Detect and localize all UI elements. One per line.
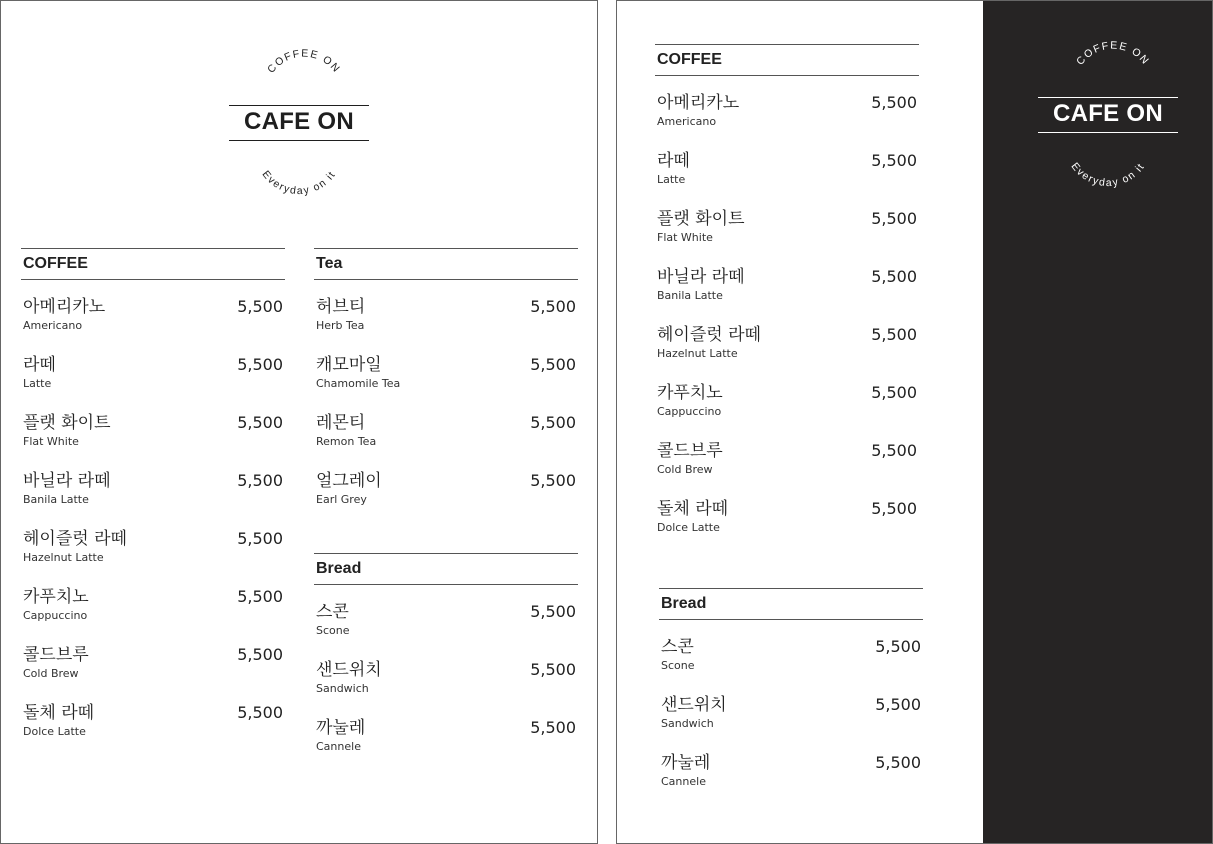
section-coffee xyxy=(655,44,919,556)
item-price: 5,500 xyxy=(530,602,576,621)
menu-item xyxy=(655,266,919,324)
item-name-en: Dolce Latte xyxy=(657,521,720,534)
item-price: 5,500 xyxy=(237,703,283,722)
item-name-en: Banila Latte xyxy=(23,493,89,506)
logo-arc-bottom: Everyday on it xyxy=(259,168,339,198)
item-name-ko: 레몬티 xyxy=(316,413,366,433)
section-title: Tea xyxy=(314,248,578,280)
item-name-ko: 까눌레 xyxy=(661,753,711,773)
logo-rule-top xyxy=(229,105,369,106)
item-price: 5,500 xyxy=(530,297,576,316)
menu-item xyxy=(21,470,285,528)
item-name-ko: 카푸치노 xyxy=(23,587,89,607)
section-title: Bread xyxy=(659,588,923,620)
section-coffee xyxy=(21,248,285,760)
item-name-ko: 카푸치노 xyxy=(657,383,723,403)
item-price: 5,500 xyxy=(530,355,576,374)
item-name-ko: 바닐라 라떼 xyxy=(657,267,745,287)
item-name-ko: 아메리카노 xyxy=(23,297,106,317)
item-name-ko: 스콘 xyxy=(316,602,349,622)
item-name-en: Hazelnut Latte xyxy=(657,347,738,360)
item-name-ko: 콜드브루 xyxy=(23,645,89,665)
item-name-en: Americano xyxy=(23,319,83,332)
section-title: COFFEE xyxy=(21,248,285,280)
item-name-ko: 스콘 xyxy=(661,637,694,657)
item-price: 5,500 xyxy=(871,209,917,228)
item-price: 5,500 xyxy=(530,471,576,490)
menu-item xyxy=(659,636,923,694)
item-name-en: Scone xyxy=(316,624,350,637)
menu-item xyxy=(21,528,285,586)
menu-item xyxy=(659,694,923,752)
item-price: 5,500 xyxy=(871,93,917,112)
menu-item xyxy=(655,498,919,556)
cafe-logo xyxy=(229,47,369,198)
menu-item xyxy=(21,296,285,354)
item-name-en: Cappuccino xyxy=(23,609,88,622)
item-price: 5,500 xyxy=(237,355,283,374)
menu-item xyxy=(21,644,285,702)
item-name-en: Flat White xyxy=(23,435,79,448)
section-bread xyxy=(314,553,578,775)
item-name-en: Chamomile Tea xyxy=(316,377,401,390)
menu-item xyxy=(655,208,919,266)
item-name-ko: 아메리카노 xyxy=(657,93,740,113)
item-name-en: Cannele xyxy=(661,775,706,788)
item-name-en: Flat White xyxy=(657,231,713,244)
item-name-en: Cappuccino xyxy=(657,405,722,418)
logo-arc-bottom: Everyday on it xyxy=(1068,160,1148,190)
menu-item xyxy=(21,586,285,644)
menu-item xyxy=(655,92,919,150)
item-name-ko: 까눌레 xyxy=(316,718,366,738)
item-name-ko: 라떼 xyxy=(23,355,56,375)
section-title: Bread xyxy=(314,553,578,585)
item-price: 5,500 xyxy=(871,325,917,344)
item-price: 5,500 xyxy=(871,441,917,460)
menu-item xyxy=(314,601,578,659)
item-price: 5,500 xyxy=(530,718,576,737)
item-name-ko: 헤이즐럿 라떼 xyxy=(23,529,127,549)
item-price: 5,500 xyxy=(875,637,921,656)
item-price: 5,500 xyxy=(871,383,917,402)
menu-item xyxy=(655,382,919,440)
menu-list xyxy=(21,296,285,760)
cafe-logo xyxy=(1038,39,1178,190)
item-price: 5,500 xyxy=(871,499,917,518)
menu-board-right xyxy=(616,0,1213,844)
item-name-en: Earl Grey xyxy=(316,493,367,506)
item-name-ko: 돌체 라떼 xyxy=(657,499,729,519)
item-name-ko: 플랫 화이트 xyxy=(23,413,111,433)
item-name-en: Sandwich xyxy=(316,682,369,695)
item-name-ko: 라떼 xyxy=(657,151,690,171)
menu-list xyxy=(314,296,578,528)
item-name-ko: 캐모마일 xyxy=(316,355,382,375)
menu-item xyxy=(314,470,578,528)
item-name-ko: 헤이즐럿 라떼 xyxy=(657,325,761,345)
item-price: 5,500 xyxy=(237,587,283,606)
item-name-en: Cold Brew xyxy=(23,667,79,680)
item-name-en: Scone xyxy=(661,659,695,672)
item-name-en: Cold Brew xyxy=(657,463,713,476)
item-name-ko: 샌드위치 xyxy=(661,695,727,715)
item-name-ko: 허브티 xyxy=(316,297,366,317)
section-tea xyxy=(314,248,578,528)
item-price: 5,500 xyxy=(530,660,576,679)
item-name-en: Hazelnut Latte xyxy=(23,551,104,564)
logo-brand-name: CAFE ON xyxy=(243,108,355,135)
item-price: 5,500 xyxy=(871,267,917,286)
menu-item xyxy=(314,412,578,470)
menu-item xyxy=(655,150,919,208)
logo-brand-name: CAFE ON xyxy=(1052,100,1164,127)
item-price: 5,500 xyxy=(530,413,576,432)
item-name-ko: 돌체 라떼 xyxy=(23,703,95,723)
item-name-en: Herb Tea xyxy=(316,319,365,332)
menu-item xyxy=(314,659,578,717)
item-price: 5,500 xyxy=(871,151,917,170)
item-name-ko: 바닐라 라떼 xyxy=(23,471,111,491)
dark-logo-strip xyxy=(983,1,1212,844)
item-name-ko: 플랫 화이트 xyxy=(657,209,745,229)
item-price: 5,500 xyxy=(237,529,283,548)
item-name-en: Latte xyxy=(23,377,52,390)
item-name-en: Americano xyxy=(657,115,717,128)
menu-list xyxy=(655,92,919,556)
logo-rule-bottom xyxy=(1038,132,1178,133)
item-name-ko: 샌드위치 xyxy=(316,660,382,680)
item-name-en: Sandwich xyxy=(661,717,714,730)
item-name-en: Remon Tea xyxy=(316,435,377,448)
logo-rule-bottom xyxy=(229,140,369,141)
item-name-en: Banila Latte xyxy=(657,289,723,302)
item-name-en: Latte xyxy=(657,173,686,186)
item-name-en: Cannele xyxy=(316,740,361,753)
logo-arc-top: COFFEE ON xyxy=(265,47,343,76)
item-name-ko: 콜드브루 xyxy=(657,441,723,461)
item-name-ko: 얼그레이 xyxy=(316,471,382,491)
menu-list xyxy=(314,601,578,775)
menu-item xyxy=(655,324,919,382)
logo-rule-top xyxy=(1038,97,1178,98)
menu-item xyxy=(314,354,578,412)
menu-item xyxy=(21,702,285,760)
menu-item xyxy=(659,752,923,810)
menu-item xyxy=(314,717,578,775)
logo-arc-top: COFFEE ON xyxy=(1074,39,1152,68)
section-bread xyxy=(659,588,923,810)
menu-item xyxy=(314,296,578,354)
item-price: 5,500 xyxy=(237,645,283,664)
item-price: 5,500 xyxy=(237,413,283,432)
menu-board-left xyxy=(0,0,598,844)
item-price: 5,500 xyxy=(237,471,283,490)
item-price: 5,500 xyxy=(237,297,283,316)
menu-item xyxy=(21,354,285,412)
menu-list xyxy=(659,636,923,810)
menu-item xyxy=(21,412,285,470)
menu-item xyxy=(655,440,919,498)
item-name-en: Dolce Latte xyxy=(23,725,86,738)
item-price: 5,500 xyxy=(875,753,921,772)
section-title: COFFEE xyxy=(655,44,919,76)
item-price: 5,500 xyxy=(875,695,921,714)
